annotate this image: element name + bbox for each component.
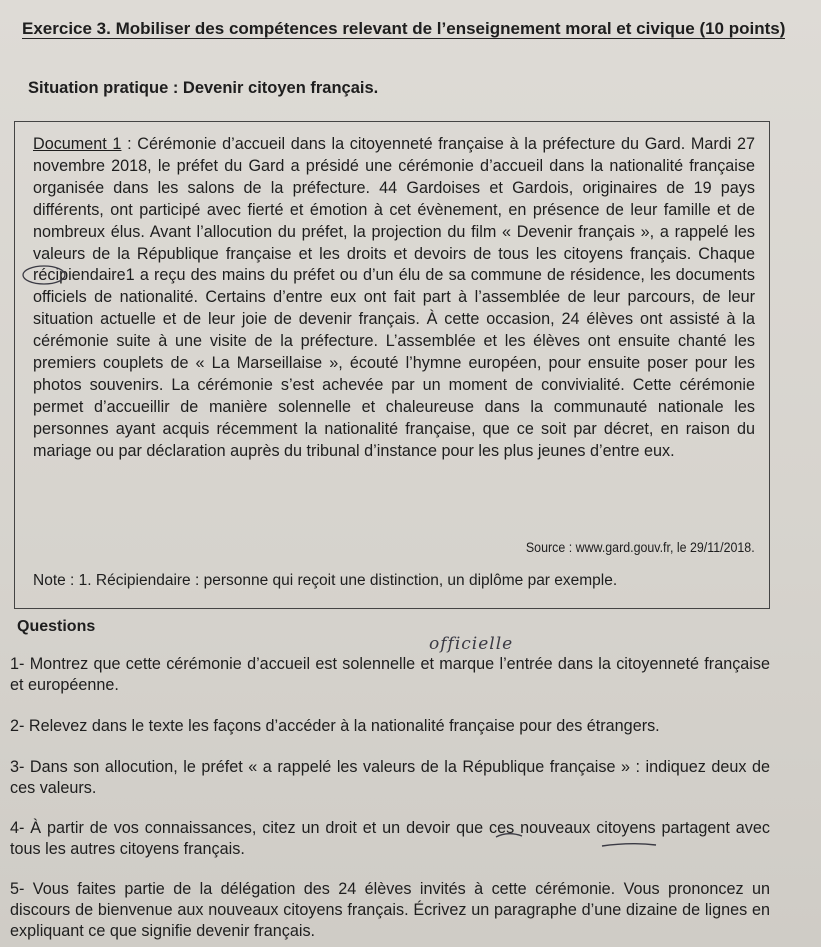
question-2: 2- Relevez dans le texte les façons d’accéder à la nationalité française pour des étrangers. (10, 717, 660, 735)
document-source: Source : www.gard.gouv.fr, le 29/11/2018. (526, 540, 755, 555)
questions-heading: Questions (17, 618, 96, 635)
document-paragraph: Mardi 27 novembre 2018, le préfet du Gard a présidé une cérémonie d’accueil dans la nationalité française organisée dans les salons de la préfecture. 44 Gardoises et Gardois, originaires de 19 pays différents, ont participé avec fierté et émotion à cet évènement, en présence de leur famille et de nombreux élus. Avant l’allocution du préfet, la projection du film « Devenir français », a rappelé les valeurs de la République française et les droits et devoirs de tous les citoyens français. Chaque récipiendaire1 a reçu des mains du préfet ou d’un élu de sa commune de résidence, les documents officiels de nationalité. Certains d’entre eux ont fait part à l’assemblée de leur parcours, de leur situation actuelle et de leur joie de devenir français. À cette occasion, 24 élèves ont assisté à la cérémonie suite à une visite de la préfecture. L’assemblée et les élèves ont ensuite chanté les premiers couplets de « La Marseillaise », écouté l’hymne européen, pour ensuite poser pour les photos souvenirs. La cérémonie s’est achevée par un moment de convivialité. Cette cérémonie permet d’accueillir de manière solennelle et chaleureuse dans la communauté nationale les personnes ayant acquis récemment la nationalité française, que ce soit par décret, en raison du mariage ou par déclaration auprès du tribunal d’instance pour les plus jeunes d’entre eux. (33, 135, 755, 460)
pen-circle-mark (23, 266, 65, 284)
exercise-title: Exercice 3. Mobiliser des compétences relevant de l’enseignement moral et civique (10 points) (22, 19, 786, 38)
situation-heading: Situation pratique : Devenir citoyen français. (28, 79, 379, 97)
document-label: Document 1 (33, 135, 122, 153)
pen-underline-mark (496, 834, 522, 837)
document-note: Note : 1. Récipiendaire : personne qui reçoit une distinction, un diplôme par exemple. (33, 572, 618, 589)
question-3: 3- Dans son allocution, le préfet « a rappelé les valeurs de la République française » : indiquez deux de ces valeurs. (10, 758, 770, 797)
document-intro: : Cérémonie d’accueil dans la citoyenneté française à la préfecture du Gard. (121, 135, 686, 153)
question-5: 5- Vous faites partie de la délégation des 24 élèves invités à cette cérémonie. Vous prononcez un discours de bienvenue aux nouveaux citoyens français. Écrivez un paragraphe d’une dizaine de lignes en expliquant ce que signifie devenir français. (10, 880, 770, 940)
handwritten-annotation: officielle (429, 634, 514, 654)
pen-underline-mark (602, 844, 656, 846)
question-4: 4- À partir de vos connaissances, citez un droit et un devoir que ces nouveaux citoyens partagent avec tous les autres citoyens français. (10, 819, 770, 858)
question-1: 1- Montrez que cette cérémonie d’accueil est solennelle et marque l’entrée dans la citoyenneté française et européenne. (10, 655, 770, 694)
